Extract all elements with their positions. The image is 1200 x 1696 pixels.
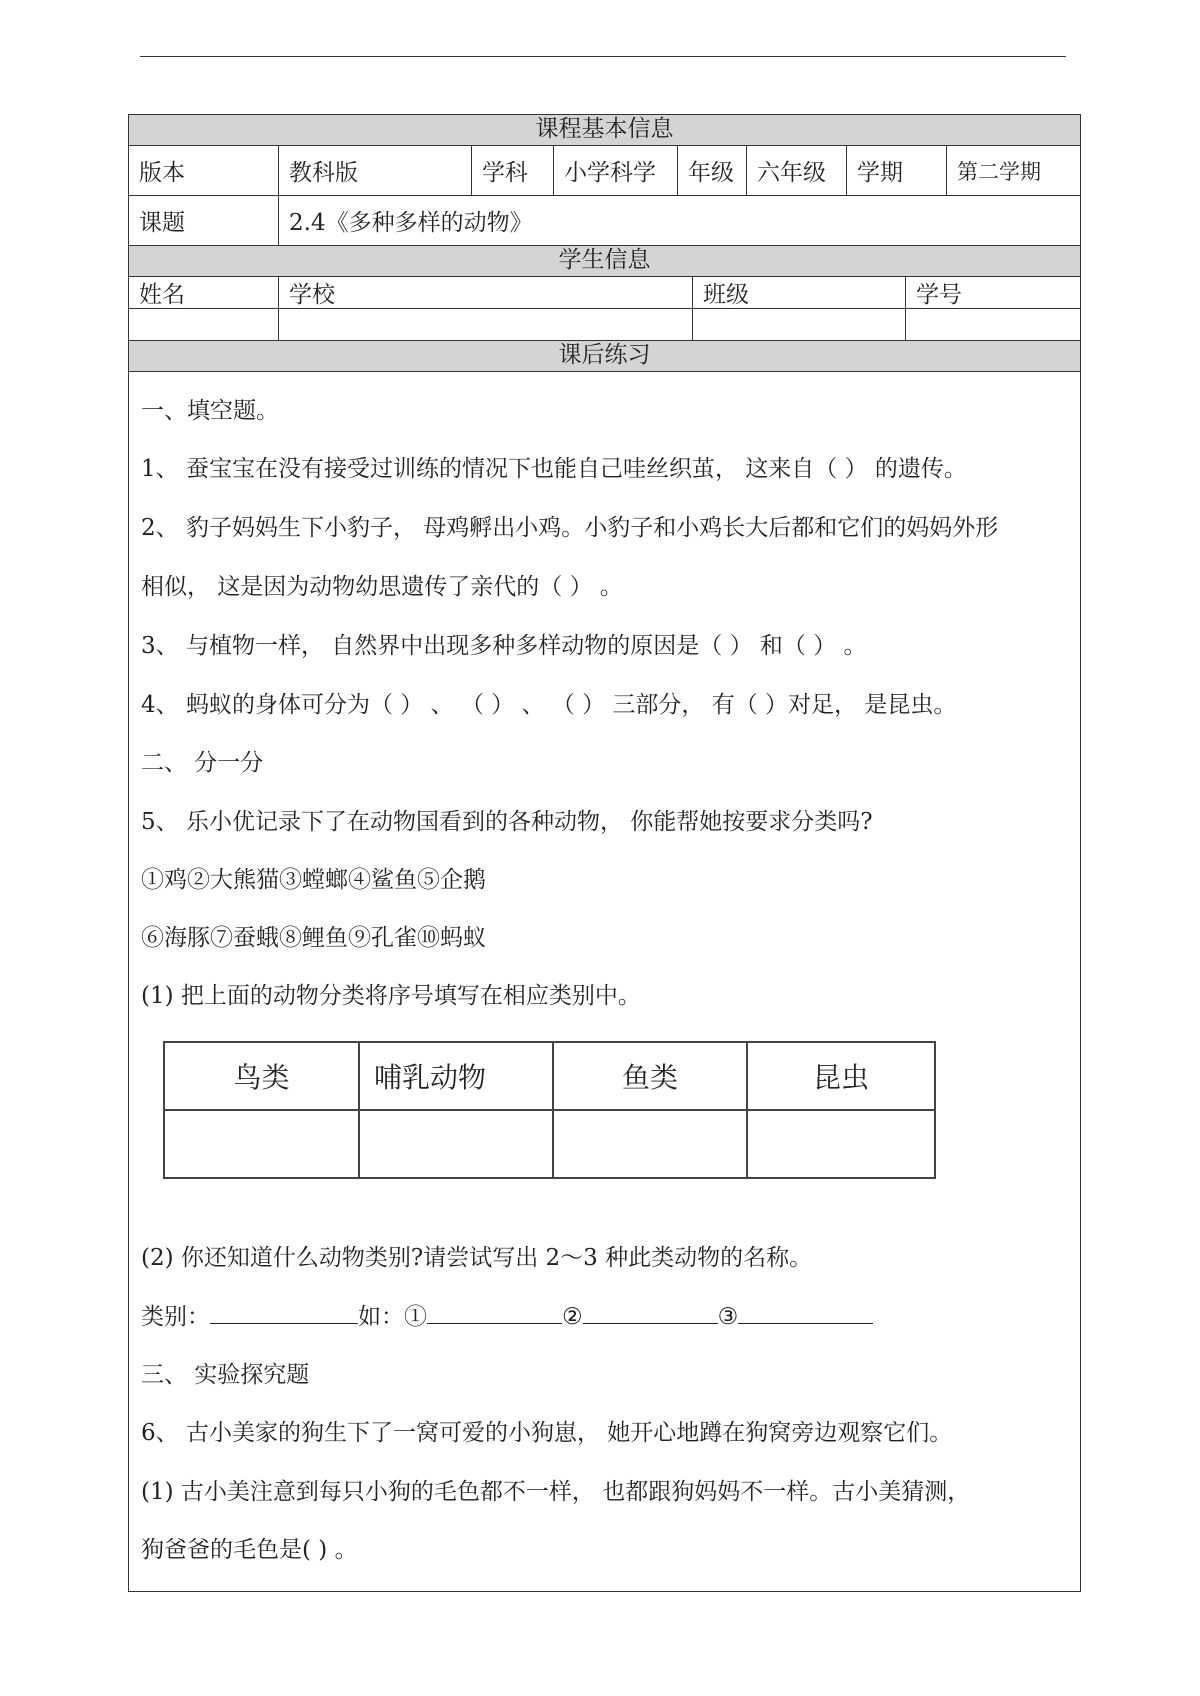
school-label: 学校 <box>278 277 692 308</box>
edition-value: 教科版 <box>278 146 471 195</box>
birds-answer-cell[interactable] <box>165 1111 358 1177</box>
topic-label: 课题 <box>139 210 185 236</box>
question-5-part-2: (2) 你还知道什么动物类别?请尝试写出 2～3 种此类动物的名称。 <box>141 1245 813 1271</box>
section-experiment-title: 三、 实验探究题 <box>141 1362 310 1388</box>
term-value: 第二学期 <box>946 146 1079 195</box>
question-6-part-1-line-2: 狗爸爸的毛色是( ) 。 <box>141 1537 358 1563</box>
classification-header-row <box>165 1043 934 1111</box>
question-5-part-1: (1) 把上面的动物分类将序号填写在相应类别中。 <box>141 983 641 1009</box>
exercises-header: 课后练习 <box>129 341 1080 372</box>
topic-value: 2.4《多种多样的动物》 <box>278 196 1079 245</box>
question-2-line-2: 相似， 这是因为动物幼思遗传了亲代的（ ） 。 <box>141 574 623 600</box>
name-label: 姓名 <box>139 282 185 308</box>
insects-answer-cell[interactable] <box>746 1111 934 1177</box>
category-insects: 昆虫 <box>746 1043 934 1109</box>
mammals-answer-cell[interactable] <box>358 1111 552 1177</box>
class-label: 班级 <box>692 277 905 308</box>
section-fill-blank-title: 一、填空题。 <box>141 398 279 424</box>
worksheet-table <box>128 114 1081 1592</box>
grade-value: 六年级 <box>746 146 846 195</box>
question-3: 3、 与植物一样， 自然界中出现多种多样动物的原因是（ ） 和（ ） 。 <box>141 633 867 659</box>
animal-list-1: ①鸡②大熊猫③螳螂④鲨鱼⑤企鹅 <box>141 867 486 893</box>
example-label: 如：① <box>358 1304 427 1330</box>
section-classify-title: 二、 分一分 <box>141 750 264 776</box>
category-fish: 鱼类 <box>552 1043 746 1109</box>
student-input-row <box>129 309 1080 341</box>
student-labels-row <box>129 277 1080 309</box>
example-1-blank[interactable] <box>427 1301 562 1324</box>
classification-table <box>163 1041 936 1179</box>
student-id-field[interactable] <box>905 309 1079 340</box>
subject-value: 小学科学 <box>553 146 677 195</box>
circle-2-label: ② <box>562 1304 583 1330</box>
category-mammals: 哺乳动物 <box>358 1043 552 1109</box>
category-blank[interactable] <box>210 1301 358 1324</box>
term-label: 学期 <box>846 146 946 195</box>
example-2-blank[interactable] <box>583 1301 718 1324</box>
fish-answer-cell[interactable] <box>552 1111 746 1177</box>
classification-answer-row <box>165 1111 934 1177</box>
edition-label: 版本 <box>139 160 185 186</box>
grade-label: 年级 <box>677 146 746 195</box>
circle-3-label: ③ <box>717 1304 739 1330</box>
course-meta-row <box>129 146 1080 196</box>
question-4: 4、 蚂蚁的身体可分为（ ） 、 （ ） 、 （ ） 三部分， 有（ ）对足， 是昆虫。 <box>141 692 957 718</box>
id-label: 学号 <box>905 277 1079 308</box>
header-rule <box>140 56 1066 57</box>
question-2-line-1: 2、 豹子妈妈生下小豹子， 母鸡孵出小鸡。小豹子和小鸡长大后都和它们的妈妈外形 <box>141 515 999 541</box>
question-6: 6、 古小美家的狗生下了一窝可爱的小狗崽， 她开心地蹲在狗窝旁边观察它们。 <box>141 1420 953 1446</box>
subject-label: 学科 <box>471 146 553 195</box>
category-label: 类别： <box>141 1304 210 1330</box>
name-field[interactable] <box>129 309 278 340</box>
animal-list-2: ⑥海豚⑦蚕蛾⑧鲤鱼⑨孔雀⑩蚂蚁 <box>141 925 486 951</box>
class-field[interactable] <box>692 309 905 340</box>
category-birds: 鸟类 <box>233 1061 290 1094</box>
student-info-header: 学生信息 <box>129 246 1080 277</box>
question-5: 5、 乐小优记录下了在动物国看到的各种动物， 你能帮她按要求分类吗? <box>141 809 873 835</box>
example-3-blank[interactable] <box>738 1301 873 1324</box>
school-field[interactable] <box>278 309 692 340</box>
topic-row <box>129 196 1080 246</box>
course-info-header: 课程基本信息 <box>129 115 1080 146</box>
question-6-part-1-line-1: (1) 古小美注意到每只小狗的毛色都不一样， 也都跟狗妈妈不一样。古小美猜测， <box>141 1479 971 1505</box>
category-fill-line <box>141 1298 873 1331</box>
question-1: 1、 蚕宝宝在没有接受过训练的情况下也能自己哇丝织茧， 这来自（ ） 的遗传。 <box>141 456 967 482</box>
